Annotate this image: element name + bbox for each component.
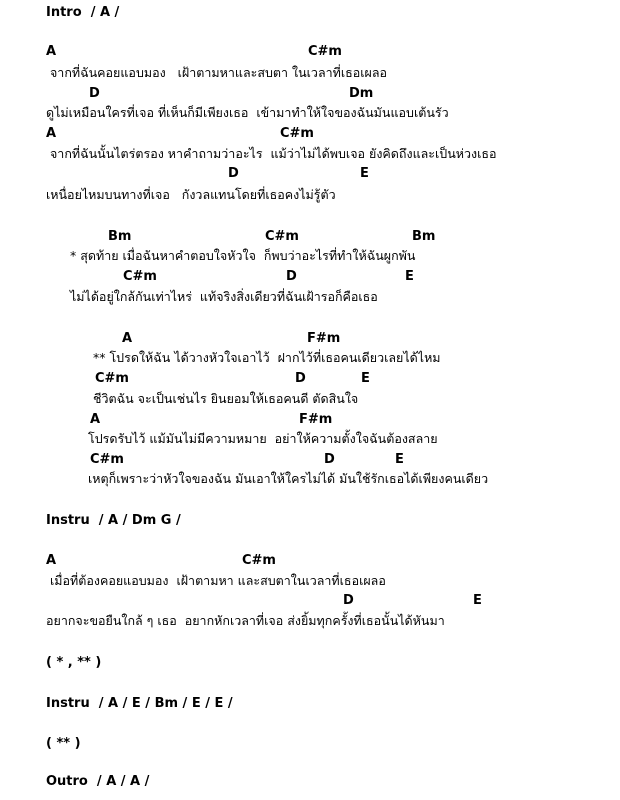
chord-label: C#m xyxy=(95,371,129,386)
chord-label: E xyxy=(360,166,369,181)
instru-line: Instru / A / E / Bm / E / E / xyxy=(46,696,233,711)
chord-label: A xyxy=(46,553,57,568)
lyric-line: อยากจะขอยืนใกล้ ๆ เธอ อยากหักเวลาที่เจอ ส่งยิ้มทุกครั้งที่เธอนั้นได้หันมา xyxy=(46,613,445,628)
chord-label: C#m xyxy=(242,553,276,568)
chord-label: F#m xyxy=(307,331,341,346)
chord-label: D xyxy=(324,452,335,467)
lyric-line: ชีวิตฉัน จะเป็นเช่นไร ยินยอมให้เธอคนดี ตัดสินใจ xyxy=(93,391,359,406)
lyric-line: จากที่ฉันคอยแอบมอง เฝ้าตามหาและสบตา ในเวลาที่เธอเผลอ xyxy=(46,65,388,80)
lyric-line: ไม่ได้อยู่ใกล้กันเท่าไหร่ แท้จริงสิ่งเดียวที่ฉันเฝ้ารอก็คือเธอ xyxy=(70,289,378,304)
lyric-line: โปรดรับไว้ แม้มันไม่มีความหมาย อย่าให้ความตั้งใจฉันต้องสลาย xyxy=(88,431,438,446)
repeat-marker: ( ** ) xyxy=(46,736,81,751)
chord-label: D xyxy=(343,593,354,608)
chord-label: Bm xyxy=(108,229,132,244)
chord-label: A xyxy=(122,331,133,346)
lyric-line: ดูไม่เหมือนใครที่เจอ ที่เห็นก็มีเพียงเธอ เข้ามาทำให้ใจของฉันมันแอบเต้นรัว xyxy=(46,105,449,120)
chord-label: A xyxy=(46,44,57,59)
chord-label: C#m xyxy=(123,269,157,284)
chord-label: D xyxy=(295,371,306,386)
lyric-line: เหนื่อยไหมบนทางที่เจอ กังวลแทนโดยที่เธอคงไม่รู้ตัว xyxy=(46,187,336,202)
chord-label: D xyxy=(286,269,297,284)
repeat-marker: ( * , ** ) xyxy=(46,655,102,670)
chord-label: D xyxy=(228,166,239,181)
chord-label: Dm xyxy=(349,86,374,101)
chord-label: C#m xyxy=(90,452,124,467)
chord-label: A xyxy=(90,412,101,427)
chord-label: E xyxy=(395,452,404,467)
chord-label: Bm xyxy=(412,229,436,244)
chord-label: C#m xyxy=(265,229,299,244)
chord-label: C#m xyxy=(280,126,314,141)
chord-label: A xyxy=(46,126,57,141)
lyric-line: เหตุก็เพราะว่าหัวใจของฉัน มันเอาให้ใครไม่ได้ มันใช้รักเธอได้เพียงคนเดียว xyxy=(88,471,489,486)
chord-label: E xyxy=(361,371,370,386)
lyric-line: เมื่อที่ต้องคอยแอบมอง เฝ้าตามหา และสบตาในเวลาที่เธอเผลอ xyxy=(46,573,386,588)
instru-line: Instru / A / Dm G / xyxy=(46,513,181,528)
chord-label: E xyxy=(473,593,482,608)
chord-label: D xyxy=(89,86,100,101)
lyric-line: จากที่ฉันนั้นไตร่ตรอง หาคำถามว่าอะไร แม้ว่าไม่ได้พบเจอ ยังคิดถึงและเป็นห่วงเธอ xyxy=(46,146,497,161)
intro-line: Intro / A / xyxy=(46,5,120,20)
lyric-line: ** โปรดให้ฉัน ได้วางหัวใจเอาไว้ ฝากไว้ที่เธอคนเดียวเลยได้ไหม xyxy=(93,350,441,365)
chord-label: F#m xyxy=(299,412,333,427)
chord-label: C#m xyxy=(308,44,342,59)
chord-label: E xyxy=(405,269,414,284)
outro-line: Outro / A / A / xyxy=(46,774,150,789)
lyric-line: * สุดท้าย เมื่อฉันหาคำตอบใจหัวใจ ก็พบว่าอะไรที่ทำให้ฉันผูกพัน xyxy=(70,248,416,263)
